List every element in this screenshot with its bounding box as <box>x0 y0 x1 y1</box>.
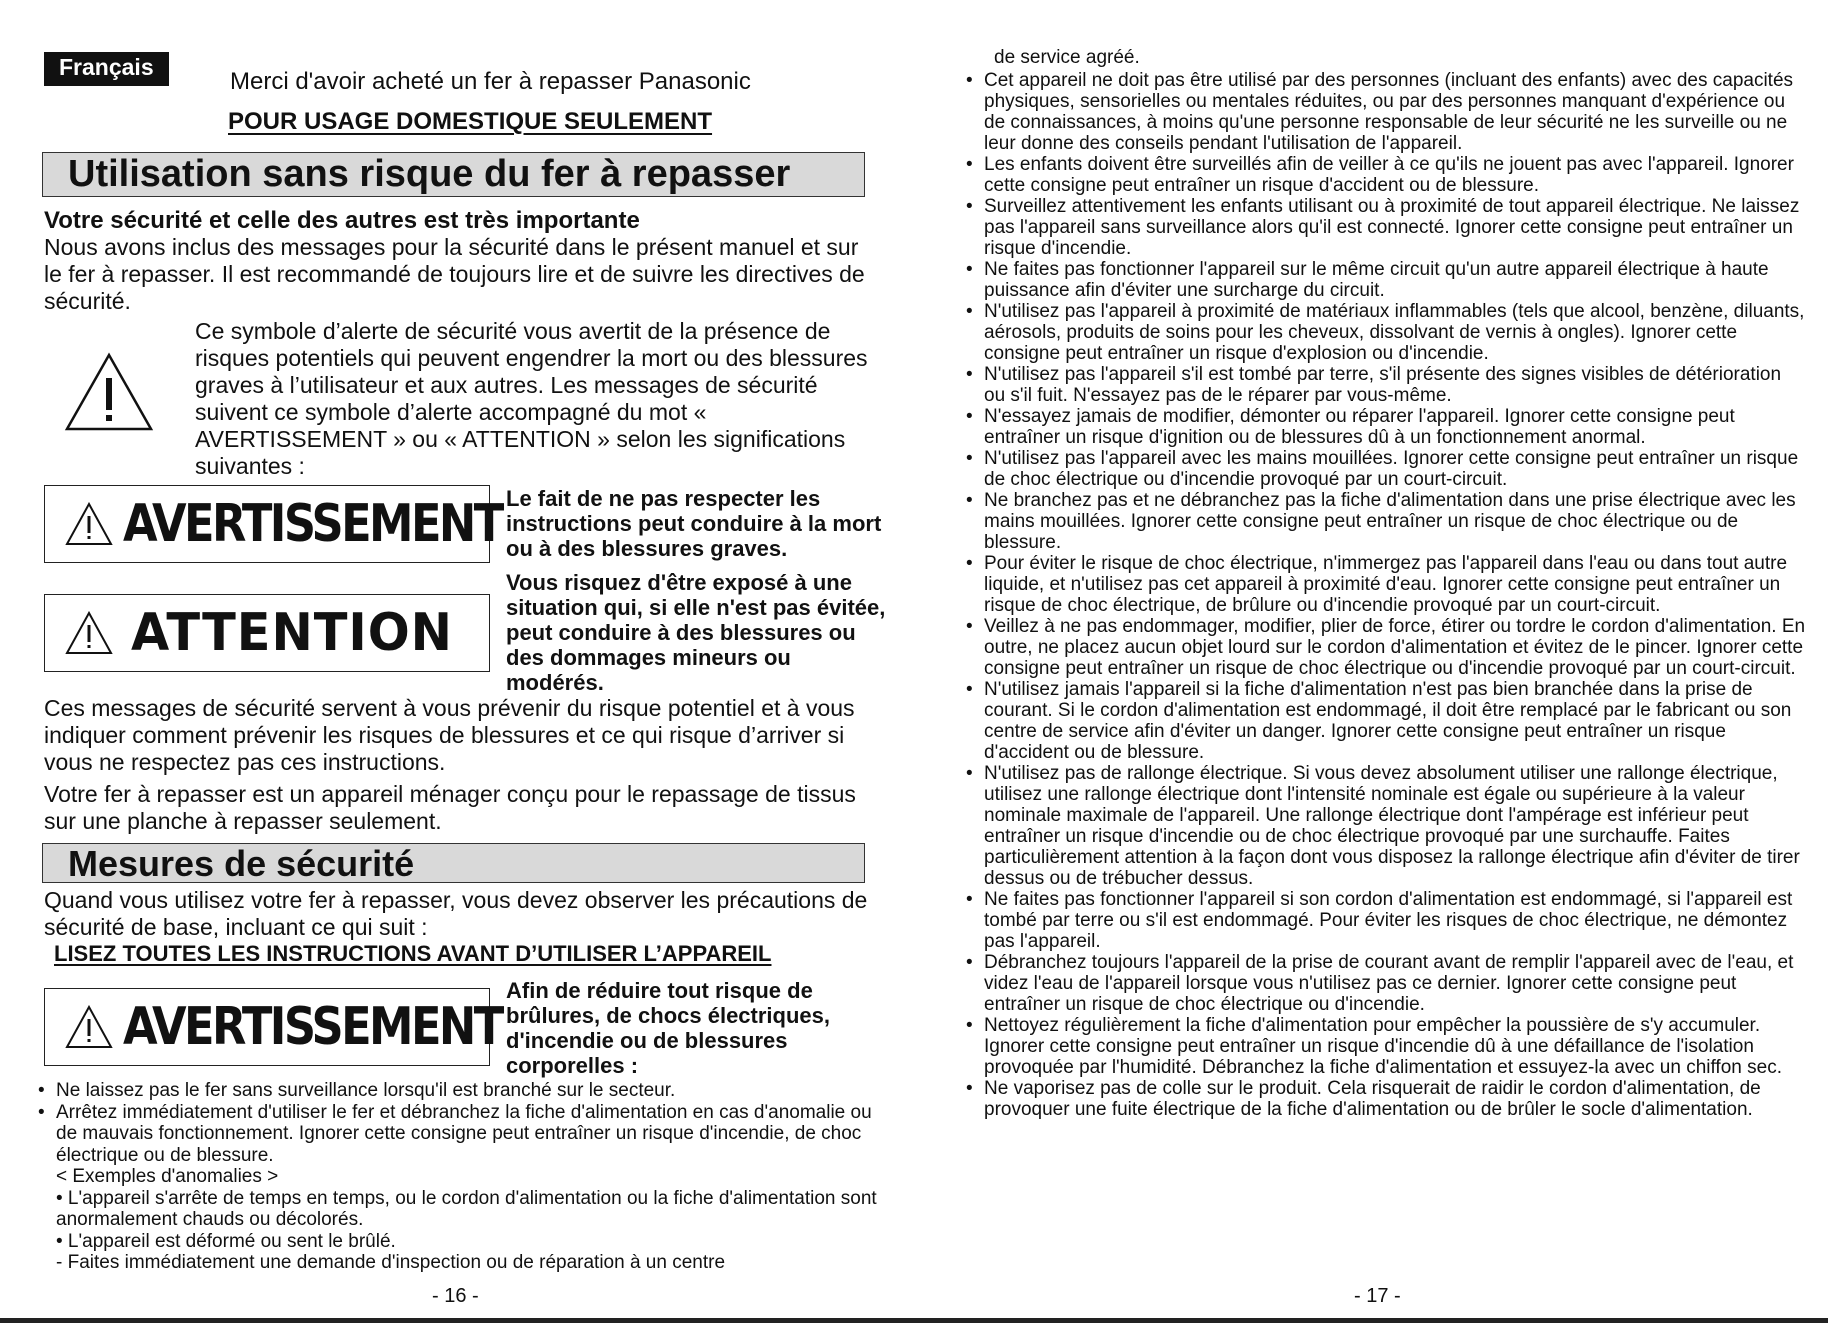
warning-description-2: Afin de réduire tout risque de brûlures, de chocs électriques, d'incendie ou de blessures corporelles : <box>506 978 831 1078</box>
list-item <box>38 1102 898 1274</box>
warning-triangle-icon <box>65 502 113 546</box>
example-item: • L'appareil est déformé ou sent le brûlé. <box>56 1230 396 1252</box>
alert-symbol-explanation: Ce symbole d’alerte de sécurité vous avertit de la présence de risques potentiels qui peuvent engendrer la mort ou des blessures graves à l’utilisateur et aux autres. Les messages de sécurité suivent ce symbole d’alerte accompagné du mot « AVERTISSEMENT » ou « ATTENTION » selon les significations suivantes : <box>195 318 868 479</box>
list-item: • Débranchez toujours l'appareil de la prise de courant avant de remplir l'appareil avec de l'eau, et videz l'eau de l'appareil lorsque vous n'utilisez pas ce dernier. Ignorer cette consigne peut entraîner un risque de choc électrique ou d'incendie. <box>966 952 1806 1015</box>
bottom-divider <box>0 1318 1828 1323</box>
section-title-safe-use: Utilisation sans risque du fer à repasser <box>42 152 865 197</box>
page-number: - 16 - <box>432 1285 479 1307</box>
domestic-use-heading: POUR USAGE DOMESTIQUE SEULEMENT <box>228 108 713 135</box>
list-item: • Ne faites pas fonctionner l'appareil sur le même circuit qu'un autre appareil électrique à haute puissance afin d'éviter une surcharge du circuit. <box>966 259 1806 301</box>
list-item: • Ne vaporisez pas de colle sur le produit. Cela risquerait de raidir le cordon d'alimentation, de provoquer une fuite électrique de la fiche d'alimentation ou de brûler le socle d'alimentation. <box>966 1078 1806 1120</box>
page-number: - 17 - <box>1354 1285 1401 1307</box>
caution-word: ATTENTION <box>131 603 453 663</box>
list-item: • N'utilisez pas l'appareil s'il est tombé par terre, s'il présente des signes visibles de détérioration ou s'il fuit. N'essayez pas de le réparer par vous-même. <box>966 364 1806 406</box>
list-item: • Les enfants doivent être surveillés afin de veiller à ce qu'ils ne jouent pas avec l'appareil. Ignorer cette consigne peut entraîner un risque d'accident ou de blessure. <box>966 154 1806 196</box>
example-item: - Faites immédiatement une demande d'inspection ou de réparation à un centre <box>56 1252 726 1273</box>
list-item: • N'utilisez pas l'appareil avec les mains mouillées. Ignorer cette consigne peut entraîner un risque de choc électrique ou d'incendie provoqué par un court-circuit. <box>966 448 1806 490</box>
list-item: • Veillez à ne pas endommager, modifier, plier de force, étirer ou tordre le cordon d'alimentation. En outre, ne placez aucun objet lourd sur le cordon d'alimentation et évitez de le pincer. Ignorer cette consigne peut entraîner un risque de choc électrique ou d'incendie provoqué par un court-circuit. <box>966 616 1806 679</box>
list-item <box>38 1080 898 1102</box>
list-item: • Cet appareil ne doit pas être utilisé par des personnes (incluant des enfants) avec des capacités physiques, sensorielles ou mentales réduites, ou par des personnes manquant d'expérience ou de connaissances, à moins qu'une personne responsable de leur sécurité ne les surveille ou ne leur donne des conseils pendant l'utilisation de l'appareil. <box>966 70 1806 154</box>
safety-alert-icon <box>64 352 154 432</box>
caution-signal-box <box>44 594 490 672</box>
caution-description: Vous risquez d'être exposé à une situation qui, si elle n'est pas évitée, peut conduire à des blessures ou des dommages mineurs ou modérés. <box>506 570 886 695</box>
warning-word: AVERTISSEMENT <box>123 997 502 1057</box>
intro-paragraph: Nous avons inclus des messages pour la sécurité dans le présent manuel et sur le fer à repasser. Il est recommandé de toujours lire et de suivre les directives de sécurité. <box>44 234 865 314</box>
list-item: • Ne branchez pas et ne débranchez pas la fiche d'alimentation dans une prise électrique avec les mains mouillées. Ignorer cette consigne peut entraîner un risque de choc électrique ou de blessure. <box>966 490 1806 553</box>
list-item: • N'utilisez pas l'appareil à proximité de matériaux inflammables (tels que alcool, benzène, diluants, aérosols, produits de soins pour les cheveux, dissolvant de vernis à ongles). Ignorer cette consigne peut entraîner un risque d'explosion ou d'incendie. <box>966 301 1806 364</box>
list-item: • N'utilisez jamais l'appareil si la fiche d'alimentation n'est pas bien branchée dans la prise de courant. Si le cordon d'alimentation est endommagé, il doit être remplacé par le fabricant ou son centre de service afin d'éviter un danger. Ignorer cette consigne peut entraîner un risque d'accident ou de blessure. <box>966 679 1806 763</box>
left-page <box>42 0 886 1323</box>
list-item: • N'utilisez pas de rallonge électrique. Si vous devez absolument utiliser une rallonge électrique, utilisez une rallonge électrique dont l'intensité nominale est égale ou supérieure à la valeur nominale maximale de l'appareil. Une rallonge électrique dont l'ampérage est inférieur peut entraîner un risque d'incendie ou de choc électrique provoqué par une surchauffe. Faites particulièrement attention à la façon dont vous disposez la rallonge électrique afin d'éviter de tirer dessus ou de trébucher dessus. <box>966 763 1806 889</box>
list-item: • Pour éviter le risque de choc électrique, n'immergez pas l'appareil dans l'eau ou dans tout autre liquide, et n'utilisez pas cet appareil à proximité d'eau. Ignorer cette consigne peut entraîner un risque de choc électrique, de brûlure ou d'incendie provoqué par un court-circuit. <box>966 553 1806 616</box>
list-item-text: Ne laissez pas le fer sans surveillance lorsqu'il est branché sur le secteur. <box>56 1080 676 1101</box>
messages-paragraph: Ces messages de sécurité servent à vous prévenir du risque potentiel et à vous indiquer comment prévenir les risques de blessures et ce qui risque d’arriver si vous ne respectez pas ces instructions. <box>44 695 855 775</box>
example-item: • L'appareil s'arrête de temps en temps, ou le cordon d'alimentation ou la fiche d'alimentation sont anormalement chauds ou décolorés. <box>56 1187 877 1230</box>
continued-text: de service agréé. <box>994 47 1140 68</box>
examples-heading: < Exemples d'anomalies > <box>56 1166 279 1187</box>
list-item: • Nettoyez régulièrement la fiche d'alimentation pour empêcher la poussière de s'y accumuler. Ignorer cette consigne peut entraîner un risque d'incendie dû à une défaillance de l'isolation provoquée par l'humidité. Débranchez la fiche d'alimentation et essuyez-la avec un chiffon sec. <box>966 1015 1806 1078</box>
iron-use-paragraph: Votre fer à repasser est un appareil ménager conçu pour le repassage de tissus sur une planche à repasser seulement. <box>44 781 856 834</box>
safety-subheading: Votre sécurité et celle des autres est très importante <box>44 207 640 234</box>
warning-signal-box-2 <box>44 988 502 1066</box>
read-all-instructions-heading: LISEZ TOUTES LES INSTRUCTIONS AVANT D’UTILISER L’APPAREIL <box>54 941 772 966</box>
safety-bullet-list <box>38 1080 898 1274</box>
precautions-paragraph: Quand vous utilisez votre fer à repasser, vous devez observer les précautions de sécurité de base, incluant ce qui suit : <box>44 887 868 940</box>
section-title-safety-measures: Mesures de sécurité <box>42 843 865 883</box>
warning-triangle-icon <box>65 1005 113 1049</box>
warning-signal-box <box>44 485 502 563</box>
language-tag: Français <box>44 52 169 86</box>
list-item: • Ne faites pas fonctionner l'appareil si son cordon d'alimentation est endommagé, si l'appareil est tombé par terre ou s'il est endommagé. Pour éviter les risques de choc électrique, ne démontez pas l'appareil. <box>966 889 1806 952</box>
list-item: • N'essayez jamais de modifier, démonter ou réparer l'appareil. Ignorer cette consigne peut entraîner un risque d'ignition ou de blessures dû à un fonctionnement anormal. <box>966 406 1806 448</box>
caution-triangle-icon <box>65 611 113 655</box>
warning-description: Le fait de ne pas respecter les instructions peut conduire à la mort ou à des blessures graves. <box>506 486 882 561</box>
right-page <box>954 0 1804 1323</box>
thanks-line: Merci d'avoir acheté un fer à repasser Panasonic <box>230 68 751 95</box>
list-item: • Surveillez attentivement les enfants utilisant ou à proximité de tout appareil électrique. Ne laissez pas l'appareil sans surveillance alors qu'il est connecté. Ignorer cette consigne peut entraîner un risque d'incendie. <box>966 196 1806 259</box>
safety-bullet-list-continued <box>966 70 1806 1120</box>
warning-word: AVERTISSEMENT <box>123 494 502 554</box>
list-item-text: Arrêtez immédiatement d'utiliser le fer et débranchez la fiche d'alimentation en cas d'anomalie ou de mauvais fonctionnement. Ignorer cette consigne peut entraîner un risque d'incendie, de choc électrique ou de blessure. <box>56 1101 872 1166</box>
